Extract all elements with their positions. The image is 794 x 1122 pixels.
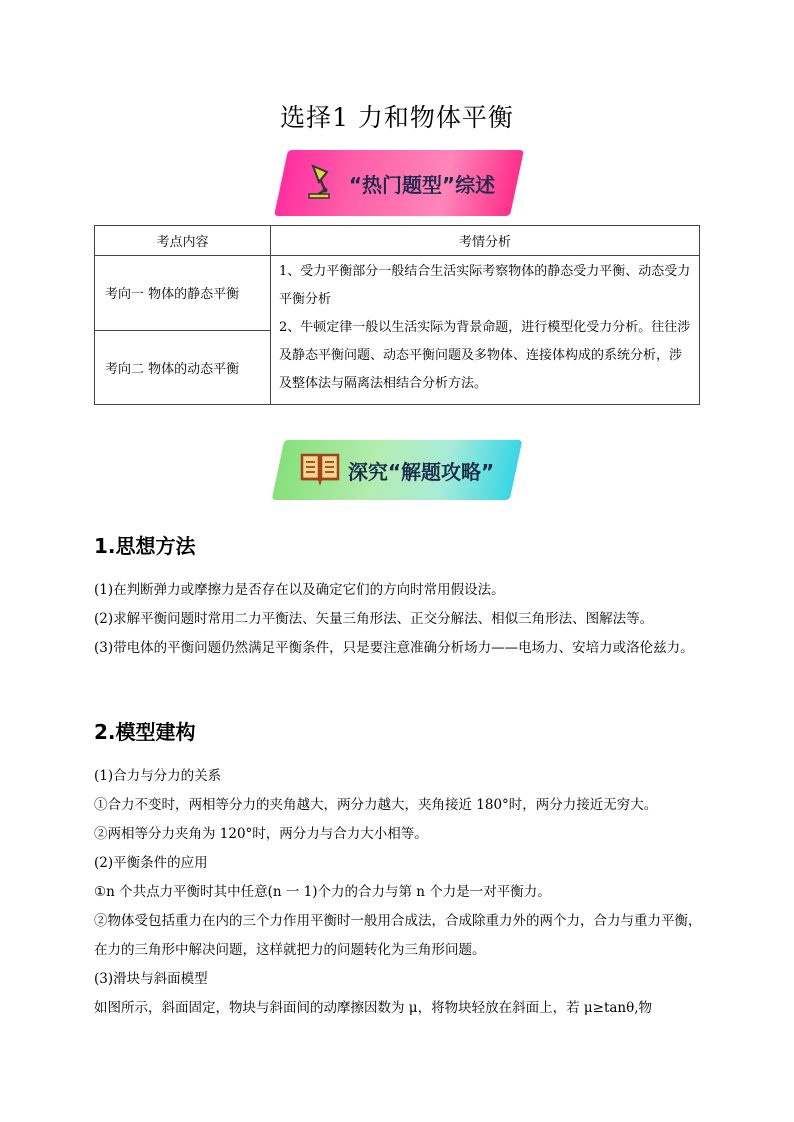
desk-lamp-icon [303,162,341,205]
hot-topics-label: “热门题型”综述 [348,172,496,197]
analysis-line: 2、牛顿定律一般以生活实际为背景命题，进行模型化受力分析。往往涉及静态平衡问题、动态平衡问题及多物体、连接体构成的系统分析，涉及整体法与隔离法相结合分析方法。 [279,320,691,391]
text-line: (1)在判断弹力或摩擦力是否存在以及确定它们的方向时常用假设法。 [94,582,505,598]
text-line: ②两相等分力夹角为 120°时，两分力与合力大小相等。 [94,826,428,842]
text-line: (2)平衡条件的应用 [94,855,208,871]
text-line: ①合力不变时，两相等分力的夹角越大，两分力越大，夹角接近 180°时，两分力接近无穷大。 [94,797,658,813]
page-title: 选择1 力和物体平衡 [280,103,514,132]
analysis-cell [271,256,700,405]
text-line: 如图所示，斜面固定，物块与斜面间的动摩擦因数为 μ，将物块轻放在斜面上，若 μ≥tanθ,物 [94,1000,653,1016]
analysis-line: 1、受力平衡部分一般结合生活实际考察物体的静态受力平衡、动态受力平衡分析 [279,264,691,307]
table-header: 考情分析 [271,226,700,256]
open-book-icon [300,451,340,490]
text-line: (2)求解平衡问题时常用二力平衡法、矢量三角形法、正交分解法、相似三角形法、图解法等。 [94,611,654,627]
hot-topics-banner [281,150,517,216]
table-cell: 考向一 物体的静态平衡 [95,256,271,331]
text-line: ②物体受包括重力在内的三个力作用平衡时一般用合成法，合成除重力外的两个力，合力与重力平衡，在力的三角形中解决问题，这样就把力的问题转化为三角形问题。 [94,913,702,958]
table-header: 考点内容 [95,226,271,256]
problem-solving-banner [278,440,516,500]
section-body [94,576,704,663]
exam-analysis-table [94,225,700,405]
problem-solving-label: 深究“解题攻略” [347,459,495,484]
text-line: (1)合力与分力的关系 [94,768,222,784]
text-line: (3)滑块与斜面模型 [94,971,208,987]
section-heading: 1.思想方法 [94,534,196,558]
section-body [94,762,704,1023]
text-line: ①n 个共点力平衡时其中任意(n 一 1)个力的合力与第 n 个力是一对平衡力。 [94,884,551,900]
text-line: (3)带电体的平衡问题仍然满足平衡条件，只是要注意准确分析场力——电场力、安培力或洛伦兹力。 [94,640,694,656]
table-cell: 考向二 物体的动态平衡 [95,330,271,405]
section-heading: 2.模型建构 [94,720,196,744]
table-header-row [95,226,700,256]
table-row [95,256,700,331]
